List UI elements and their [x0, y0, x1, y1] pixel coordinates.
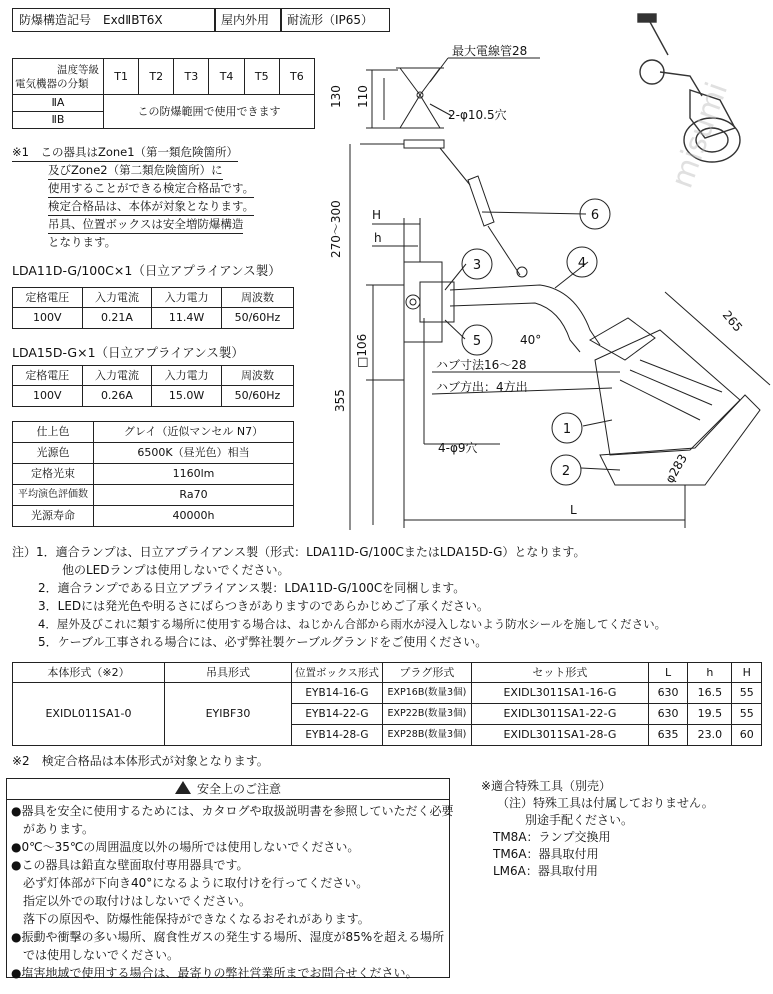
conduit-hub-inner: [410, 299, 416, 305]
plug-model: EXP28B(数量3個): [382, 725, 471, 746]
note1-line: 検定合格品は、本体が対象となります。: [48, 198, 254, 216]
spec-value: 6500K（昼光色）相当: [94, 443, 294, 464]
dim-L-value: 630: [648, 704, 687, 725]
dim-h: h: [374, 231, 382, 245]
lamp1-title: LDA11D-G/100C×1（日立アプライアンス製）: [12, 263, 281, 278]
junction-box-front: [420, 282, 454, 322]
bracket-outline: [400, 68, 420, 128]
dim-355: 355: [333, 389, 347, 412]
temp-class: T2: [139, 59, 174, 95]
lamp2-value: 100V: [13, 386, 83, 407]
angle-label: 40°: [520, 333, 542, 347]
dim-H-value: 55: [732, 683, 762, 704]
rod: [440, 148, 470, 185]
lamp1-header: 入力電力: [152, 288, 222, 308]
model-table: [12, 662, 762, 746]
lamp2-value: 50/60Hz: [221, 386, 293, 407]
spec-label: 光源色: [13, 443, 94, 464]
temp-class: T1: [104, 59, 139, 95]
temp-class: T4: [209, 59, 244, 95]
leader-line: [430, 58, 448, 82]
lamp-fin: [640, 360, 722, 392]
safety-text: [7, 800, 454, 984]
lamp2-header: 周波数: [221, 366, 293, 386]
safety-box: [6, 778, 454, 980]
explosion-mark: 防爆構造記号 ExdⅡBT6X: [12, 8, 216, 32]
note-line: 注）1．適合ランプは、日立アプライアンス製（形式：LDA11D-G/100CまたはLDA15D-G）となります。: [12, 545, 586, 559]
hanger-model: EYIBF30: [165, 683, 292, 746]
holes2-label: 2-φ10.5穴: [448, 108, 507, 122]
lamp1-value: 50/60Hz: [221, 308, 293, 329]
set-model: EXIDL3011SA1-16-G: [471, 683, 648, 704]
conduit-hub: [406, 295, 420, 309]
dim-H-value: 60: [732, 725, 762, 746]
tools-line: TM8A：ランプ交換用: [493, 830, 611, 844]
spec-label: 平均演色評価数: [13, 485, 94, 506]
safety-title: 安全上のご注意: [196, 782, 281, 796]
plug-model: EXP16B(数量3個): [382, 683, 471, 704]
location-label: 屋内外用: [214, 8, 282, 32]
note1-line: ※1 この器具はZone1（第一類危険箇所）: [12, 144, 238, 162]
lamp1-header: 周波数: [221, 288, 293, 308]
set-model: EXIDL3011SA1-22-G: [471, 704, 648, 725]
callout-1-label: 1: [562, 422, 572, 437]
callout-leader: [583, 420, 612, 426]
temp-header-top: 温度等級: [57, 63, 99, 76]
lamp2-header: 入力電流: [82, 366, 152, 386]
tools-line: TM6A：器具取付用: [493, 847, 599, 861]
note1-line: 使用することができる検定合格品です。: [48, 180, 254, 198]
temp-class: T5: [244, 59, 279, 95]
lamp1-value: 0.21A: [82, 308, 152, 329]
body-model: EXIDL011SA1-0: [13, 683, 165, 746]
dim-265: 265: [719, 307, 746, 335]
special-tools: [481, 778, 714, 880]
temp-class: T3: [174, 59, 209, 95]
tools-line: （注）特殊工具は付属しておりません。: [497, 796, 714, 810]
note-line: 4．屋外及びこれに類する場所に使用する場合は、ねじかん合部から雨水が浸入しないよう防水シールを施してください。: [38, 617, 667, 631]
spec-value: Ra70: [94, 485, 294, 506]
safety-line: 必ず灯体部が下向き40°になるように取付けを行ってください。: [11, 876, 369, 890]
dim-L-value: 635: [648, 725, 687, 746]
dim-H-value: 55: [732, 704, 762, 725]
callout-2-label: 2: [561, 464, 571, 479]
spec-value: 40000h: [94, 506, 294, 527]
dim-L-value: 630: [648, 683, 687, 704]
spec-value: 1160lm: [94, 464, 294, 485]
notes: [12, 543, 666, 651]
callout-leader: [581, 468, 620, 470]
temp-class: T6: [279, 59, 314, 95]
watermark: misumi: [664, 77, 736, 193]
lamp2-value: 0.26A: [82, 386, 152, 407]
lamp-fin: [620, 380, 700, 420]
safety-line: ●この器具は鉛直な壁面取付専用器具です。: [11, 858, 249, 872]
dim-H: H: [372, 208, 382, 222]
safety-header: [7, 779, 449, 800]
model-header: 本体形式（※2）: [13, 663, 165, 683]
note-line: 2．適合ランプである日立アプライアンス製：LDA11D-G/100Cを同梱します。: [38, 581, 466, 595]
rod: [488, 226, 520, 275]
lamp-body: [595, 330, 740, 455]
safety-line: ●振動や衝撃の多い場所、腐食性ガスの発生する場所、湿度が85%を超える場所: [11, 930, 445, 944]
tools-line: 別途手配ください。: [525, 813, 634, 827]
note-line: 3．LEDには発光色や明るさにばらつきがありますのであらかじめご了承ください。: [38, 599, 490, 613]
safety-line: ●器具を安全に使用するためには、カタログや取扱説明書を参照していただく必要: [11, 804, 454, 818]
conduit-label: 最大電線管28: [452, 44, 528, 58]
lamp2-header: 定格電圧: [13, 366, 83, 386]
safety-line: ●塩害地域で使用する場合は、最寄りの弊社営業所までお問合せください。: [11, 966, 418, 980]
model-header: L: [648, 663, 687, 683]
dim-line: [665, 292, 770, 385]
rating-label: 耐流形（IP65）: [280, 8, 390, 32]
dim-283: φ283: [662, 451, 691, 486]
dim-110: 110: [356, 85, 370, 108]
spec-value: グレイ（近似マンセル N7）: [94, 422, 294, 443]
hub-size-label: ハブ寸法16～28: [436, 358, 527, 372]
hanger-plate: [404, 140, 444, 148]
lamp2-header: 入力電力: [152, 366, 222, 386]
bracket-outline: [420, 68, 440, 128]
temp-row-label: ⅡB: [13, 112, 104, 129]
model-header: 位置ボックス形式: [292, 663, 383, 683]
tools-line: ※適合特殊工具（別売）: [481, 779, 612, 793]
lamp1-header: 定格電圧: [13, 288, 83, 308]
dim-L: L: [570, 503, 577, 517]
model-header: 吊具形式: [165, 663, 292, 683]
note-line: 他のLEDランプは使用しないでください。: [62, 563, 290, 577]
set-model: EXIDL3011SA1-28-G: [471, 725, 648, 746]
note1-line: となります。: [48, 235, 117, 249]
temp-header-bottom: 電気機器の分類: [15, 77, 89, 90]
box-model: EYB14-16-G: [292, 683, 383, 704]
dim-h-value: 19.5: [688, 704, 732, 725]
spec-label: 仕上色: [13, 422, 94, 443]
spec-label: 光源寿命: [13, 506, 94, 527]
lamp1-value: 11.4W: [152, 308, 222, 329]
lamp-neck: [590, 318, 655, 360]
safety-line: があります。: [11, 822, 95, 836]
turnbuckle: [468, 176, 494, 226]
dim-106: □106: [355, 333, 369, 368]
thumb-bracket: [638, 14, 656, 22]
hub-dir-label: ハブ方出：4方出: [436, 380, 528, 394]
safety-line: 指定以外での取付けはしないでください。: [11, 894, 252, 908]
model-header: H: [732, 663, 762, 683]
thumb-rod: [650, 22, 668, 55]
dim-h-value: 16.5: [688, 683, 732, 704]
lamp1-header: 入力電流: [82, 288, 152, 308]
lamp2-title: LDA15D-G×1（日立アプライアンス製）: [12, 345, 244, 360]
temp-row-label: ⅡA: [13, 95, 104, 112]
warning-icon: [175, 781, 191, 794]
dim-130: 130: [329, 85, 343, 108]
model-header: セット形式: [471, 663, 648, 683]
holes4-label: 4-φ9穴: [438, 441, 478, 455]
tools-line: LM6A：器具取付用: [493, 864, 598, 878]
plug-model: EXP22B(数量3個): [382, 704, 471, 725]
box-model: EYB14-22-G: [292, 704, 383, 725]
model-header: h: [688, 663, 732, 683]
callout-4-label: 4: [577, 256, 587, 271]
temp-range-text: この防爆範囲で使用できます: [104, 95, 315, 129]
model-header: プラグ形式: [382, 663, 471, 683]
lamp2-value: 15.0W: [152, 386, 222, 407]
note1-line: 及びZone2（第二類危険箇所）に: [48, 162, 223, 180]
lamp1-value: 100V: [13, 308, 83, 329]
safety-line: 落下の原因や、防爆性能保持ができなくなるおそれがあります。: [11, 912, 370, 926]
dim-270: 270～300: [329, 200, 343, 258]
lamp-fin: [630, 370, 712, 405]
callout-5-label: 5: [472, 334, 482, 349]
spec-label: 定格光束: [13, 464, 94, 485]
note2: ※2 検定合格品は本体形式が対象となります。: [12, 754, 269, 768]
safety-line: では使用しないでください。: [11, 948, 180, 962]
note1-line: 吊具、位置ボックスは安全増防爆構造: [48, 216, 243, 234]
dim-h-value: 23.0: [688, 725, 732, 746]
note-line: 5．ケーブル工事される場合には、必ず弊社製ケーブルグランドをご使用ください。: [38, 635, 488, 649]
callout-3-label: 3: [472, 258, 482, 273]
callout-6-label: 6: [590, 208, 600, 223]
safety-line: ●0℃～35℃の周囲温度以外の場所では使用しないでください。: [11, 840, 360, 854]
callout-leader: [482, 212, 586, 214]
box-model: EYB14-28-G: [292, 725, 383, 746]
